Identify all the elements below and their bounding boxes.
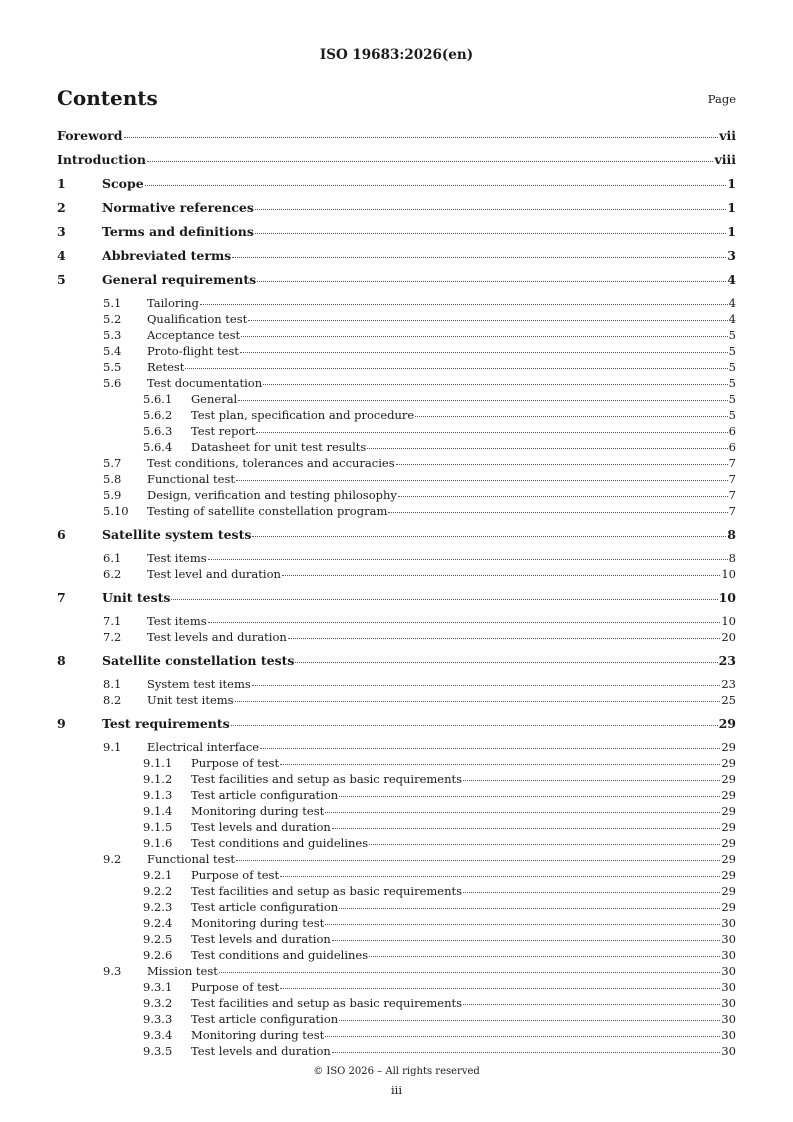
toc-entry-title: Test documentation xyxy=(147,376,263,390)
dot-leader xyxy=(339,908,720,909)
dot-leader xyxy=(282,575,720,576)
toc-entry-page: 5 xyxy=(728,392,736,406)
dot-leader xyxy=(396,464,728,465)
toc-entry[interactable] xyxy=(57,1044,736,1060)
toc-entry[interactable] xyxy=(57,693,736,709)
toc-entry[interactable] xyxy=(57,152,736,176)
toc-entry-number: 5.4 xyxy=(103,344,122,358)
toc-entry-title: Foreword xyxy=(57,128,123,143)
toc-entry[interactable] xyxy=(57,677,736,693)
dot-leader xyxy=(332,828,721,829)
toc-entry-title: Test conditions and guidelines xyxy=(191,948,369,962)
dot-leader xyxy=(260,748,720,749)
toc-entry-title: Test article configuration xyxy=(191,1012,339,1026)
toc-entry-title: System test items xyxy=(147,677,251,691)
toc-entry-number: 5.9 xyxy=(103,488,122,502)
toc-entry-page: 6 xyxy=(728,424,736,438)
toc-entry-number: 9.3.2 xyxy=(143,996,173,1010)
toc-entry[interactable] xyxy=(57,1028,736,1044)
toc-entry-title: Test requirements xyxy=(102,716,230,731)
toc-entry-number: 7.2 xyxy=(103,630,122,644)
toc-entry-title: Test facilities and setup as basic requirements xyxy=(191,996,463,1010)
dot-leader xyxy=(240,352,728,353)
toc-entry-page: 5 xyxy=(728,376,736,390)
toc-entry-title: Purpose of test xyxy=(191,980,280,994)
toc-entry[interactable] xyxy=(57,424,736,440)
dot-leader xyxy=(236,860,720,861)
toc-entry-number: 5.3 xyxy=(103,328,122,342)
dot-leader xyxy=(288,638,721,639)
toc-entry-number: 4 xyxy=(57,248,66,263)
toc-entry-page: 8 xyxy=(727,527,736,542)
toc-entry-page: 5 xyxy=(728,408,736,422)
dot-leader xyxy=(252,685,721,686)
toc-entry-number: 9.2 xyxy=(103,852,122,866)
toc-entry-page: 3 xyxy=(727,248,736,263)
toc-entry[interactable] xyxy=(57,248,736,272)
toc-entry-title: Scope xyxy=(102,176,144,191)
dot-leader xyxy=(325,1036,720,1037)
toc-entry-number: 9.2.5 xyxy=(143,932,173,946)
toc-entry[interactable] xyxy=(57,820,736,836)
dot-leader xyxy=(325,924,720,925)
toc-entry-number: 8 xyxy=(57,653,66,668)
toc-entry[interactable] xyxy=(57,176,736,200)
toc-entry-page: 6 xyxy=(728,440,736,454)
toc-entry-page: 29 xyxy=(721,836,736,850)
dot-leader xyxy=(256,432,727,433)
toc-entry-page: 29 xyxy=(721,900,736,914)
toc-entry-page: 29 xyxy=(721,852,736,866)
toc-entry-page: 30 xyxy=(721,932,736,946)
toc-entry-number: 9.3.5 xyxy=(143,1044,173,1058)
dot-leader xyxy=(388,512,727,513)
toc-entry-title: Monitoring during test xyxy=(191,1028,325,1042)
toc-entry-number: 9.1.2 xyxy=(143,772,173,786)
toc-entry-page: 29 xyxy=(721,788,736,802)
toc-entry-page: 4 xyxy=(728,312,736,326)
toc-entry[interactable] xyxy=(57,916,736,932)
toc-entry-title: Qualification test xyxy=(147,312,248,326)
toc-entry[interactable] xyxy=(57,932,736,948)
dot-leader xyxy=(339,796,720,797)
toc-entry[interactable] xyxy=(57,788,736,804)
toc-entry[interactable] xyxy=(57,884,736,900)
toc-entry-title: Test levels and duration xyxy=(191,932,331,946)
toc-entry-page: 30 xyxy=(721,1044,736,1058)
toc-entry-page: 4 xyxy=(727,272,736,287)
toc-entry-number: 5.6.2 xyxy=(143,408,173,422)
toc-entry-page: 1 xyxy=(727,200,736,215)
toc-entry-number: 1 xyxy=(57,176,66,191)
toc-entry-title: Testing of satellite constellation program xyxy=(147,504,388,518)
toc-entry-number: 9.2.6 xyxy=(143,948,173,962)
toc-entry[interactable] xyxy=(57,488,736,504)
toc-entry-number: 5.6 xyxy=(103,376,122,390)
toc-entry-page: 30 xyxy=(721,996,736,1010)
dot-leader xyxy=(238,400,727,401)
toc-entry-page: 29 xyxy=(718,716,736,731)
toc-entry-number: 9.1.5 xyxy=(143,820,173,834)
contents-title: Contents xyxy=(57,86,158,110)
toc-entry-number: 6.1 xyxy=(103,551,122,565)
toc-entry-number: 9.3.4 xyxy=(143,1028,173,1042)
toc-entry-title: Acceptance test xyxy=(147,328,241,342)
toc-entry[interactable] xyxy=(57,456,736,472)
toc-entry[interactable] xyxy=(57,296,736,312)
toc-entry[interactable] xyxy=(57,590,736,614)
document-header: ISO 19683:2026(en) xyxy=(319,47,474,63)
toc-entry-title: Electrical interface xyxy=(147,740,260,754)
toc-entry-title: Terms and definitions xyxy=(102,224,254,239)
dot-leader xyxy=(257,281,726,282)
toc-entry-page: 7 xyxy=(728,504,736,518)
toc-entry-page: 5 xyxy=(728,328,736,342)
toc-entry-number: 5.2 xyxy=(103,312,122,326)
dot-leader xyxy=(248,320,727,321)
toc-entry-title: Test conditions and guidelines xyxy=(191,836,369,850)
toc-entry-number: 7 xyxy=(57,590,66,605)
toc-entry-number: 5.10 xyxy=(103,504,129,518)
toc-entry-number: 6 xyxy=(57,527,66,542)
toc-entry-number: 5 xyxy=(57,272,66,287)
toc-entry-title: Test levels and duration xyxy=(147,630,287,644)
dot-leader xyxy=(280,764,720,765)
toc-entry-page: 30 xyxy=(721,1028,736,1042)
page-number: iii xyxy=(390,1083,403,1097)
toc-entry-number: 5.8 xyxy=(103,472,122,486)
toc-entry-number: 8.2 xyxy=(103,693,122,707)
toc-entry-page: 1 xyxy=(727,176,736,191)
toc-entry-page: 10 xyxy=(721,567,736,581)
toc-entry-title: Purpose of test xyxy=(191,756,280,770)
toc-entry-number: 9.1.1 xyxy=(143,756,173,770)
toc-entry-title: Test items xyxy=(147,614,207,628)
toc-entry-title: Test report xyxy=(191,424,256,438)
toc-entry[interactable] xyxy=(57,224,736,248)
toc-entry[interactable] xyxy=(57,836,736,852)
toc-entry-number: 6.2 xyxy=(103,567,122,581)
dot-leader xyxy=(147,161,713,162)
toc-entry-page: 10 xyxy=(718,590,736,605)
dot-leader xyxy=(208,559,728,560)
toc-entry-number: 9 xyxy=(57,716,66,731)
dot-leader xyxy=(236,480,728,481)
dot-leader xyxy=(369,956,720,957)
toc-entry[interactable] xyxy=(57,504,736,520)
toc-entry-number: 2 xyxy=(57,200,66,215)
toc-entry-title: Satellite constellation tests xyxy=(102,653,295,668)
dot-leader xyxy=(241,336,728,337)
toc-entry-page: 30 xyxy=(721,1012,736,1026)
toc-entry[interactable] xyxy=(57,756,736,772)
toc-entry[interactable] xyxy=(57,948,736,964)
toc-entry-number: 9.1.6 xyxy=(143,836,173,850)
toc-entry[interactable] xyxy=(57,1012,736,1028)
toc-entry-title: Test level and duration xyxy=(147,567,281,581)
toc-entry-title: Test facilities and setup as basic requirements xyxy=(191,772,463,786)
toc-entry-title: Satellite system tests xyxy=(102,527,252,542)
toc-entry-number: 9.2.4 xyxy=(143,916,173,930)
dot-leader xyxy=(369,844,720,845)
toc-entry[interactable] xyxy=(57,128,736,152)
toc-entry-page: 30 xyxy=(721,916,736,930)
dot-leader xyxy=(219,972,720,973)
toc-entry-page: 10 xyxy=(721,614,736,628)
toc-entry-title: General xyxy=(191,392,238,406)
toc-entry-title: Test facilities and setup as basic requirements xyxy=(191,884,463,898)
toc-entry[interactable] xyxy=(57,980,736,996)
table-of-contents xyxy=(57,128,736,1060)
toc-entry[interactable] xyxy=(57,567,736,583)
toc-entry[interactable] xyxy=(57,328,736,344)
dot-leader xyxy=(208,622,721,623)
toc-entry-title: Test conditions, tolerances and accuracies xyxy=(147,456,395,470)
toc-entry[interactable] xyxy=(57,272,736,296)
page-column-label: Page xyxy=(707,92,736,106)
toc-entry-number: 7.1 xyxy=(103,614,122,628)
toc-entry-title: Test items xyxy=(147,551,207,565)
toc-entry-number: 5.1 xyxy=(103,296,122,310)
toc-entry[interactable] xyxy=(57,376,736,392)
toc-entry-number: 9.3 xyxy=(103,964,122,978)
dot-leader xyxy=(252,536,726,537)
toc-entry-number: 9.1 xyxy=(103,740,122,754)
toc-entry-title: Datasheet for unit test results xyxy=(191,440,367,454)
toc-entry-page: 1 xyxy=(727,224,736,239)
toc-entry-title: Proto-flight test xyxy=(147,344,239,358)
toc-entry[interactable] xyxy=(57,344,736,360)
copyright-notice: © ISO 2026 – All rights reserved xyxy=(313,1066,480,1077)
toc-entry-title: Monitoring during test xyxy=(191,804,325,818)
toc-entry-title: Functional test xyxy=(147,472,236,486)
toc-entry-page: 25 xyxy=(721,693,736,707)
toc-entry[interactable] xyxy=(57,852,736,868)
dot-leader xyxy=(415,416,727,417)
toc-entry[interactable] xyxy=(57,440,736,456)
toc-entry-title: Unit test items xyxy=(147,693,234,707)
toc-entry-title: Retest xyxy=(147,360,185,374)
toc-entry[interactable] xyxy=(57,614,736,630)
toc-entry-page: vii xyxy=(719,128,736,143)
toc-entry-title: Normative references xyxy=(102,200,254,215)
toc-entry-number: 8.1 xyxy=(103,677,122,691)
toc-entry[interactable] xyxy=(57,527,736,551)
dot-leader xyxy=(145,185,727,186)
toc-entry-title: Tailoring xyxy=(147,296,199,310)
toc-entry-title: Test article configuration xyxy=(191,900,339,914)
toc-entry-page: 29 xyxy=(721,820,736,834)
toc-entry-page: 7 xyxy=(728,488,736,502)
toc-entry-number: 9.2.1 xyxy=(143,868,173,882)
toc-entry[interactable] xyxy=(57,716,736,740)
toc-entry-title: Design, verification and testing philosophy xyxy=(147,488,397,502)
toc-entry[interactable] xyxy=(57,392,736,408)
toc-entry-page: 7 xyxy=(728,456,736,470)
dot-leader xyxy=(463,1004,720,1005)
toc-entry[interactable] xyxy=(57,408,736,424)
toc-entry[interactable] xyxy=(57,804,736,820)
toc-entry[interactable] xyxy=(57,772,736,788)
toc-entry-page: 29 xyxy=(721,740,736,754)
toc-entry-page: 29 xyxy=(721,772,736,786)
toc-entry-page: 5 xyxy=(728,360,736,374)
toc-entry-page: 29 xyxy=(721,804,736,818)
toc-entry[interactable] xyxy=(57,630,736,646)
toc-entry-number: 5.5 xyxy=(103,360,122,374)
dot-leader xyxy=(367,448,727,449)
toc-entry-page: 20 xyxy=(721,630,736,644)
toc-entry-title: Purpose of test xyxy=(191,868,280,882)
toc-entry[interactable] xyxy=(57,312,736,328)
toc-entry-title: Introduction xyxy=(57,152,147,167)
dot-leader xyxy=(235,701,721,702)
dot-leader xyxy=(124,137,719,138)
dot-leader xyxy=(398,496,728,497)
toc-entry-title: Test plan, specification and procedure xyxy=(191,408,415,422)
toc-entry[interactable] xyxy=(57,900,736,916)
toc-entry-title: Abbreviated terms xyxy=(102,248,232,263)
dot-leader xyxy=(295,662,717,663)
toc-entry-number: 9.1.3 xyxy=(143,788,173,802)
toc-entry[interactable] xyxy=(57,996,736,1012)
dot-leader xyxy=(332,1052,721,1053)
toc-entry-number: 5.7 xyxy=(103,456,122,470)
dot-leader xyxy=(332,940,721,941)
toc-entry[interactable] xyxy=(57,868,736,884)
toc-entry-number: 5.6.4 xyxy=(143,440,173,454)
toc-entry-title: Functional test xyxy=(147,852,236,866)
toc-entry-number: 9.2.2 xyxy=(143,884,173,898)
toc-entry-number: 5.6.1 xyxy=(143,392,173,406)
toc-entry-number: 9.3.1 xyxy=(143,980,173,994)
toc-entry-title: Monitoring during test xyxy=(191,916,325,930)
dot-leader xyxy=(463,780,720,781)
toc-entry-page: viii xyxy=(714,152,736,167)
dot-leader xyxy=(280,876,720,877)
toc-entry[interactable] xyxy=(57,360,736,376)
toc-entry[interactable] xyxy=(57,472,736,488)
toc-entry-page: 4 xyxy=(728,296,736,310)
toc-entry-page: 8 xyxy=(728,551,736,565)
toc-entry-title: Test levels and duration xyxy=(191,1044,331,1058)
dot-leader xyxy=(171,599,717,600)
toc-entry-number: 9.1.4 xyxy=(143,804,173,818)
toc-entry-number: 3 xyxy=(57,224,66,239)
dot-leader xyxy=(255,209,726,210)
toc-entry[interactable] xyxy=(57,200,736,224)
toc-entry-page: 29 xyxy=(721,884,736,898)
dot-leader xyxy=(263,384,728,385)
toc-entry-page: 7 xyxy=(728,472,736,486)
dot-leader xyxy=(280,988,720,989)
toc-entry-page: 5 xyxy=(728,344,736,358)
toc-entry[interactable] xyxy=(57,964,736,980)
toc-entry-page: 30 xyxy=(721,964,736,978)
toc-entry[interactable] xyxy=(57,551,736,567)
dot-leader xyxy=(231,725,718,726)
dot-leader xyxy=(255,233,726,234)
dot-leader xyxy=(200,304,728,305)
toc-entry-page: 23 xyxy=(721,677,736,691)
dot-leader xyxy=(325,812,720,813)
dot-leader xyxy=(232,257,726,258)
toc-entry-number: 9.3.3 xyxy=(143,1012,173,1026)
toc-entry-number: 5.6.3 xyxy=(143,424,173,438)
toc-entry-page: 23 xyxy=(718,653,736,668)
toc-entry-title: General requirements xyxy=(102,272,257,287)
toc-entry-title: Test levels and duration xyxy=(191,820,331,834)
toc-entry-page: 29 xyxy=(721,756,736,770)
toc-entry[interactable] xyxy=(57,740,736,756)
dot-leader xyxy=(339,1020,720,1021)
toc-entry-title: Unit tests xyxy=(102,590,171,605)
toc-entry-title: Test article configuration xyxy=(191,788,339,802)
dot-leader xyxy=(463,892,720,893)
toc-entry[interactable] xyxy=(57,653,736,677)
toc-entry-page: 30 xyxy=(721,948,736,962)
toc-entry-page: 30 xyxy=(721,980,736,994)
toc-entry-page: 29 xyxy=(721,868,736,882)
toc-entry-number: 9.2.3 xyxy=(143,900,173,914)
toc-entry-title: Mission test xyxy=(147,964,218,978)
dot-leader xyxy=(185,368,727,369)
